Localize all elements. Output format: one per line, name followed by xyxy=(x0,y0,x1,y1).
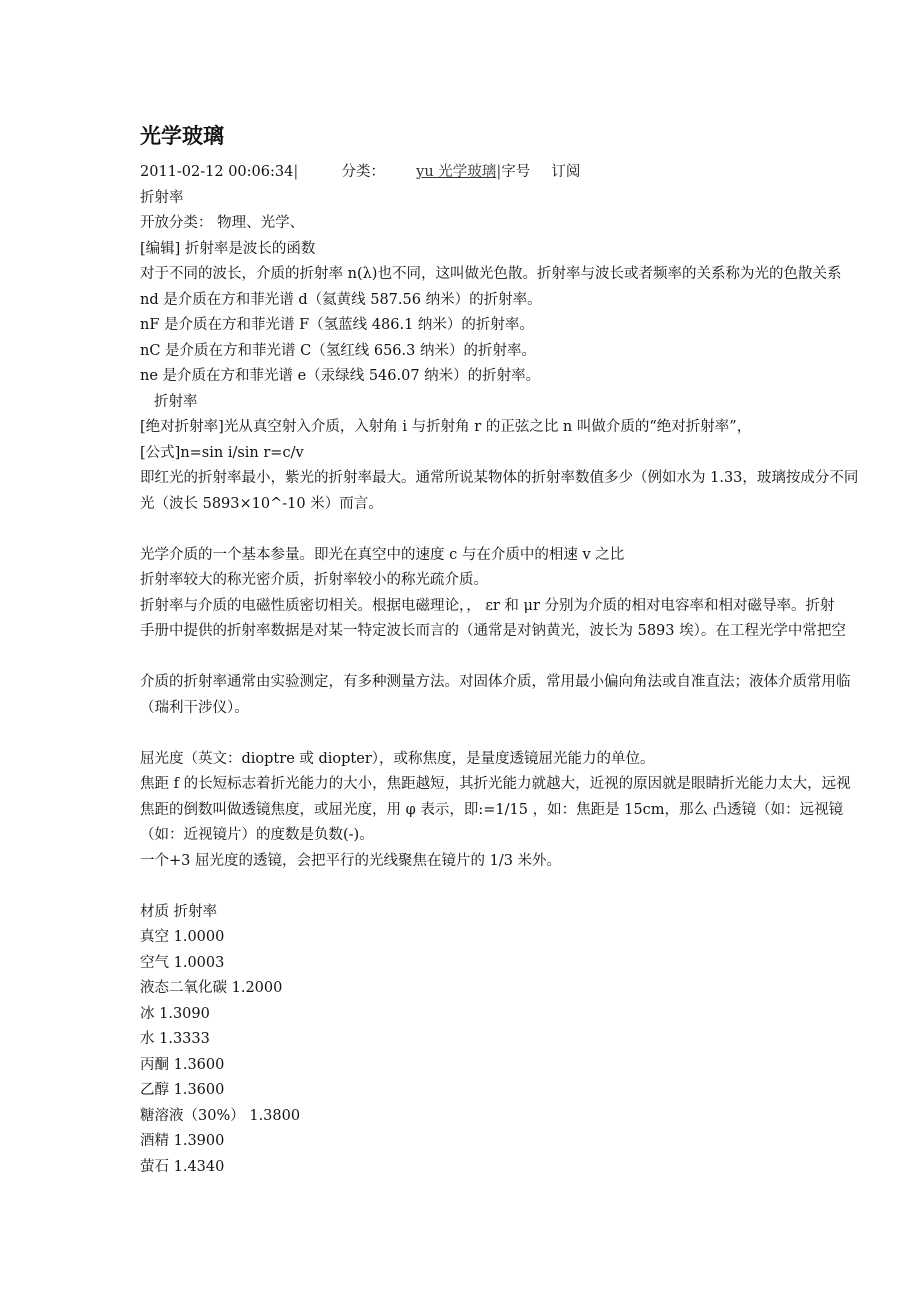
text-line: [公式]n=sin i/sin r=c/v xyxy=(140,445,304,461)
text-line: （如：近视镜片）的度数是负数(-)。 xyxy=(140,827,374,843)
text-line: 折射率 xyxy=(154,394,198,410)
text-line: 折射率 xyxy=(140,190,184,206)
text-line: 对于不同的波长，介质的折射率 n(λ)也不同，这叫做光色散。折射率与波长或者频率的关系称为光的色散关系 xyxy=(140,266,842,282)
article-title: 光学玻璃 xyxy=(140,124,224,148)
text-line: ne 是介质在方和菲光谱 e（汞绿线 546.07 纳米）的折射率。 xyxy=(140,368,541,384)
table-row: 丙酮 1.3600 xyxy=(140,1057,225,1073)
subscribe-link[interactable]: 订阅 xyxy=(551,164,581,180)
text-line: [编辑] 折射率是波长的函数 xyxy=(140,241,316,257)
text-line: （瑞利干涉仪）。 xyxy=(140,700,249,716)
meta-separator: | xyxy=(293,164,299,180)
text-line: nF 是介质在方和菲光谱 F（氢蓝线 486.1 纳米）的折射率。 xyxy=(140,317,534,333)
table-row: 酒精 1.3900 xyxy=(140,1133,225,1149)
text-line: 一个+3 屈光度的透镜，会把平行的光线聚焦在镜片的 1/3 米外。 xyxy=(140,853,562,869)
text-line: 即红光的折射率最小，紫光的折射率最大。通常所说某物体的折射率数值多少（例如水为 1.33，玻璃按成分不同 xyxy=(140,470,859,486)
text-line: nd 是介质在方和菲光谱 d（氦黄线 587.56 纳米）的折射率。 xyxy=(140,292,542,308)
font-size-link[interactable]: 字号 xyxy=(501,164,531,180)
text-line: 屈光度（英文：dioptre 或 diopter），或称焦度，是量度透镜屈光能力的单位。 xyxy=(140,751,655,767)
category-link[interactable]: yu 光学玻璃 xyxy=(416,164,497,180)
table-row: 空气 1.0003 xyxy=(140,955,225,971)
table-row: 冰 1.3090 xyxy=(140,1006,210,1022)
text-line: 焦距 f 的长短标志着折光能力的大小，焦距越短，其折光能力就越大，近视的原因就是眼睛折光能力太大，远视 xyxy=(140,776,851,792)
meta-separator: | xyxy=(496,164,502,180)
article-meta xyxy=(140,162,580,182)
text-line: 光学介质的一个基本参量。即光在真空中的速度 c 与在介质中的相速 v 之比 xyxy=(140,547,625,563)
text-line: nC 是介质在方和菲光谱 C（氢红线 656.3 纳米）的折射率。 xyxy=(140,343,536,359)
text-line: 介质的折射率通常由实验测定，有多种测量方法。对固体介质，常用最小偏向角法或自准直法；液体介质常用临 xyxy=(140,674,851,690)
table-row: 水 1.3333 xyxy=(140,1031,210,1047)
table-row: 乙醇 1.3600 xyxy=(140,1082,225,1098)
table-header: 材质 折射率 xyxy=(140,904,218,920)
post-date: 2011-02-12 00:06:34 xyxy=(140,164,294,180)
text-line: 手册中提供的折射率数据是对某一特定波长而言的（通常是对钠黄光，波长为 5893 埃）。在工程光学中常把空 xyxy=(140,623,846,639)
text-line: 折射率与介质的电磁性质密切相关。根据电磁理论，， εr 和 μr 分别为介质的相对电容率和相对磁导率。折射 xyxy=(140,598,835,614)
category-label: 分类： xyxy=(341,164,385,180)
table-row: 液态二氧化碳 1.2000 xyxy=(140,980,283,996)
text-line: [绝对折射率]光从真空射入介质，入射角 i 与折射角 r 的正弦之比 n 叫做介质的“绝对折射率”， xyxy=(140,419,752,435)
table-row: 萤石 1.4340 xyxy=(140,1159,225,1175)
table-row: 糖溶液（30%） 1.3800 xyxy=(140,1108,301,1124)
text-line: 光（波长 5893×10^-10 米）而言。 xyxy=(140,496,383,512)
text-line: 折射率较大的称光密介质，折射率较小的称光疏介质。 xyxy=(140,572,488,588)
document-page xyxy=(140,0,920,1302)
text-line: 开放分类： 物理、光学、 xyxy=(140,215,305,231)
text-line: 焦距的倒数叫做透镜焦度，或屈光度，用 φ 表示，即:=1/15 ，如：焦距是 15cm，那么 凸透镜（如：远视镜 xyxy=(140,802,844,818)
table-row: 真空 1.0000 xyxy=(140,929,225,945)
